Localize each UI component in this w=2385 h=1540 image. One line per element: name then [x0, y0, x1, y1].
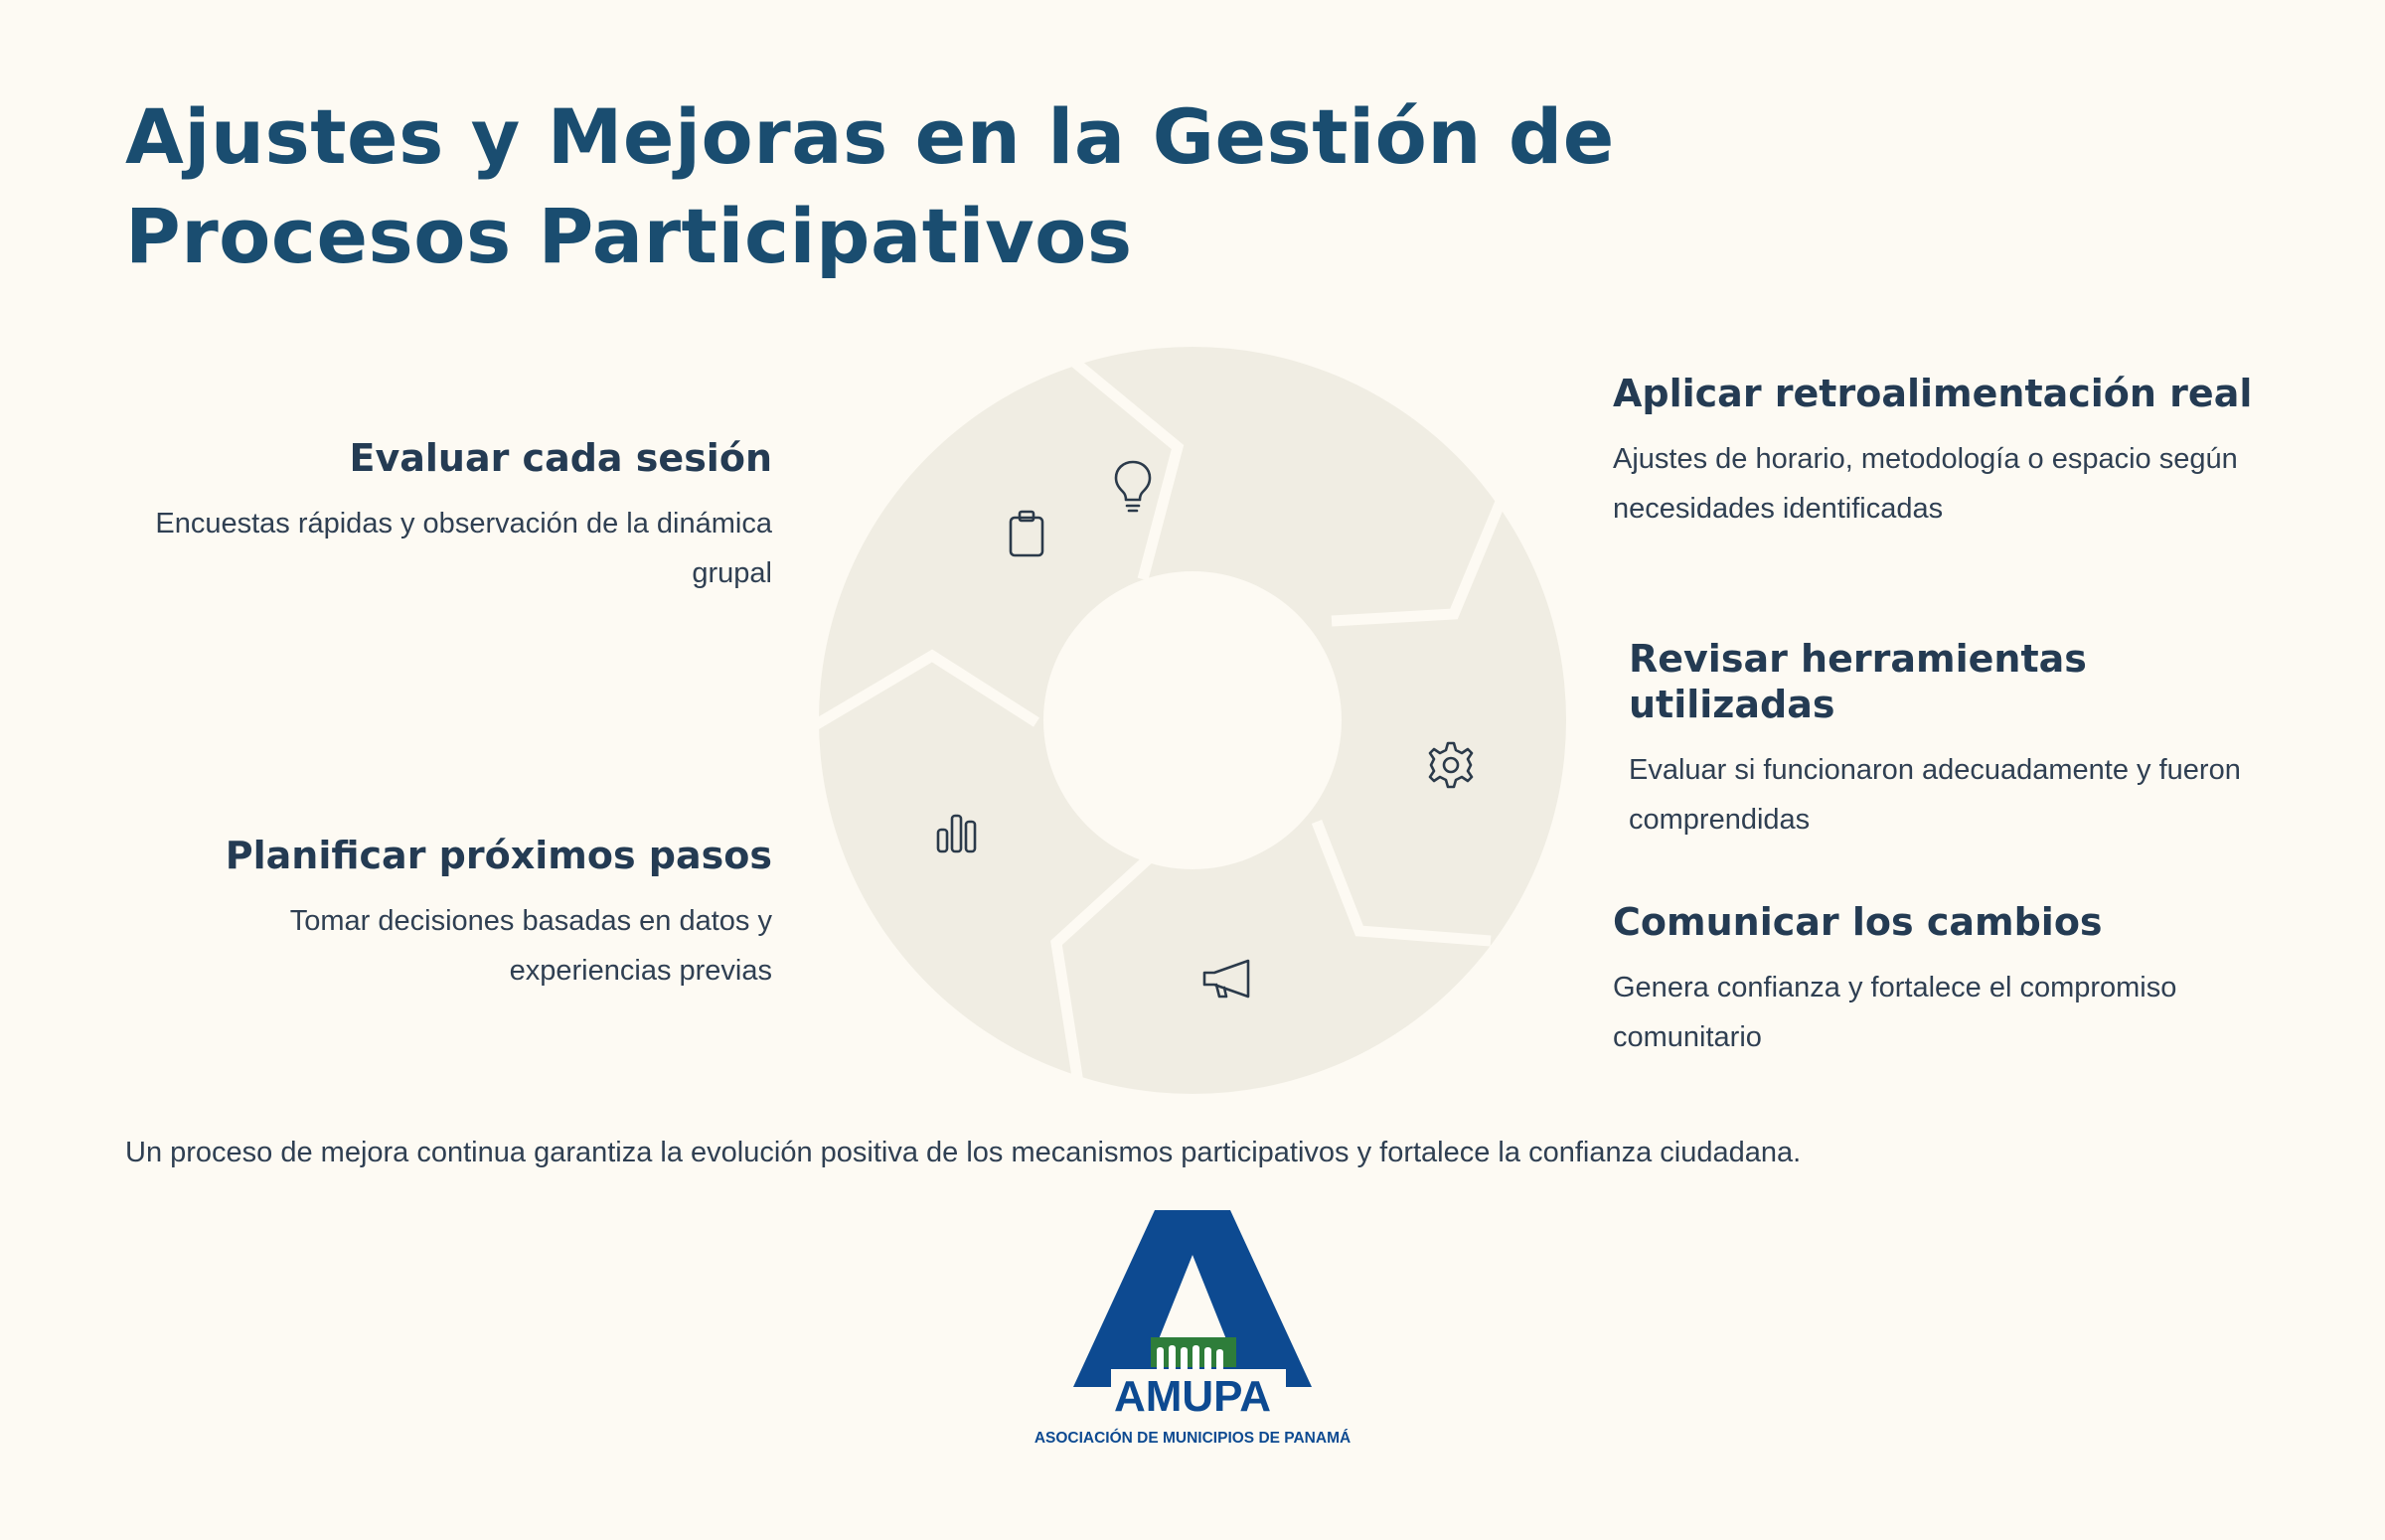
step-description: Evaluar si funcionaron adecuadamente y fueron comprendidas [1629, 754, 2241, 836]
logo-name: AMUPA [1113, 1372, 1272, 1421]
step-description: Encuestas rápidas y observación de la dinámica grupal [155, 508, 772, 589]
page-title: Ajustes y Mejoras en la Gestión de Procesos Participativos [125, 92, 1615, 280]
footer-summary: Un proceso de mejora continua garantiza la evolución positiva de los mecanismos participativos y fortalece la confianza ciudadana. [125, 1137, 1802, 1168]
step-description: Genera confianza y fortalece el compromiso comunitario [1613, 972, 2177, 1053]
step-revisar [1629, 636, 2285, 845]
step-aplicar [1613, 371, 2269, 534]
step-title: Revisar herramientas utilizadas [1629, 637, 2087, 726]
step-title: Aplicar retroalimentación real [1613, 372, 2253, 415]
logo-mark [1034, 1210, 1351, 1447]
step-evaluar [99, 435, 772, 598]
cycle-diagram [815, 343, 1570, 1098]
step-title: Evaluar cada sesión [349, 436, 772, 480]
step-planificar [199, 833, 772, 996]
cycle-ring [819, 347, 1566, 1094]
amupa-logo [1034, 1210, 1352, 1459]
logo-subtitle: ASOCIACIÓN DE MUNICIPIOS DE PANAMÁ [1034, 1430, 1352, 1447]
step-title: Comunicar los cambios [1613, 900, 2103, 944]
step-description: Ajustes de horario, metodología o espacio según necesidades identificadas [1613, 443, 2238, 525]
step-comunicar [1613, 899, 2269, 1062]
step-description: Tomar decisiones basadas en datos y experiencias previas [289, 905, 772, 987]
step-title: Planificar próximos pasos [225, 834, 772, 877]
